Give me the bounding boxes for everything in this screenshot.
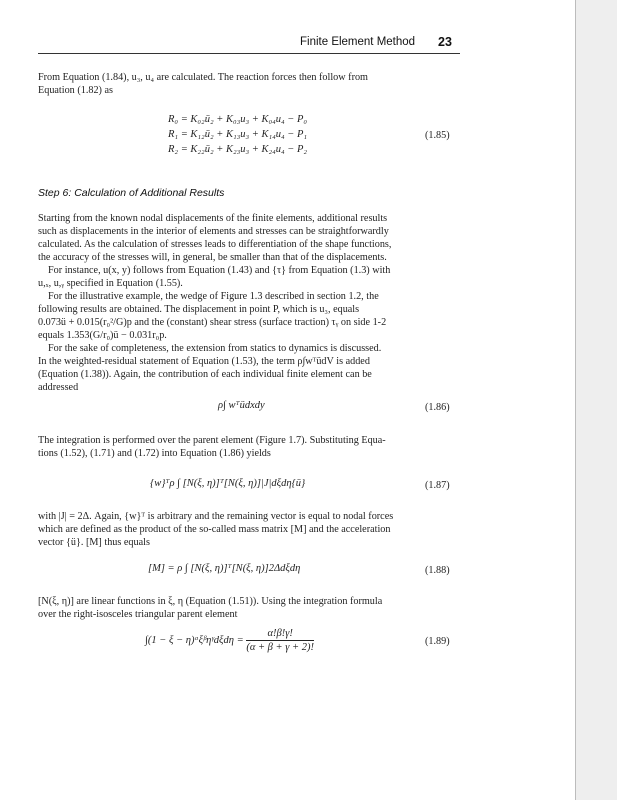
viewer-side-strip — [575, 0, 617, 800]
equation-1-89-fraction — [246, 628, 314, 653]
text-line: with |J| = 2Δ. Again, {w}ᵀ is arbitrary and the remaining vector is equal to nodal forces — [38, 511, 394, 522]
equation-1-87: {w}ᵀρ ∫ [N(ξ, η)]ᵀ[N(ξ, η)]|J|dξdη{ü} — [150, 478, 306, 489]
text-line: For the illustrative example, the wedge of Figure 1.3 described in section 1.2, the — [48, 291, 379, 302]
paragraph-linear-functions — [38, 595, 460, 621]
fraction-numerator: α!β!γ! — [246, 628, 314, 641]
equation-1-88: [M] = ρ ∫ [N(ξ, η)]ᵀ[N(ξ, η)]2Δdξdη — [148, 563, 301, 574]
header-rule — [38, 53, 460, 54]
equation-number-1-86: (1.86) — [425, 402, 450, 413]
text-line: The integration is performed over the parent element (Figure 1.7). Substituting Equa- — [38, 435, 386, 446]
text-line: For instance, u(x, y) follows from Equation (1.43) and {τ} from Equation (1.3) with — [48, 265, 391, 276]
paragraph-additional-results — [38, 212, 460, 394]
page-number: 23 — [438, 35, 452, 49]
running-header-title: Finite Element Method — [300, 36, 416, 48]
text-line: addressed — [38, 382, 79, 393]
text-line: following results are obtained. The displacement in point P, which is u₃, equals — [38, 304, 360, 315]
text-line: (Equation (1.38)). Again, the contribution of each individual finite element can be — [38, 369, 372, 380]
text-line: the accuracy of the stresses will, in general, be smaller than that of the displacements. — [38, 252, 387, 263]
text-line: calculated. As the calculation of stresses leads to differentiation of the shape functions, — [38, 239, 392, 250]
text-line: [N(ξ, η)] are linear functions in ξ, η (Equation (1.51)). Using the integration formula — [38, 596, 383, 607]
equation-1-85-line-2: R₁ = K₁₂ü₂ + K₁₃u₃ + K₁₄u₄ − P₁ — [168, 129, 308, 140]
equation-number-1-88: (1.88) — [425, 565, 450, 576]
text-line: tions (1.52), (1.71) and (1.72) into Equation (1.86) yields — [38, 448, 271, 459]
paragraph-mass-matrix — [38, 510, 460, 549]
paragraph-reaction-forces — [38, 71, 460, 97]
text-line: For the sake of completeness, the extension from statics to dynamics is discussed. — [48, 343, 382, 354]
equation-1-89-lhs: ∫(1 − ξ − η)ᵅξᵝηᵞdξdη = — [145, 635, 244, 646]
equation-number-1-89: (1.89) — [425, 636, 450, 647]
text-line: Starting from the known nodal displacements of the finite elements, additional results — [38, 213, 388, 224]
equation-1-86: ρ∫ wᵀüdxdy — [218, 400, 265, 411]
text-line: over the right-isosceles triangular parent element — [38, 609, 238, 620]
text-line: 0.073ü + 0.015(r₀²/G)p and the (constant) shear stress (surface traction) τᵧ on side 1-2 — [38, 317, 387, 328]
text-line: equals 1.353(G/r₀)ü − 0.031r₀p. — [38, 330, 167, 341]
text-line: Equation (1.82) as — [38, 85, 113, 96]
text-line: vector {ü}. [M] thus equals — [38, 537, 150, 548]
text-line: u,ₓ, u,ᵧ specified in Equation (1.55). — [38, 278, 183, 289]
text-line: such as displacements in the interior of elements and stresses can be straightforwardly — [38, 226, 389, 237]
equation-1-85-line-1: R₀ = K₀₂ü₂ + K₀₃u₃ + K₀₄u₄ − P₀ — [168, 114, 308, 125]
equation-number-1-85: (1.85) — [425, 130, 450, 141]
text-line: which are defined as the product of the so-called mass matrix [M] and the acceleration — [38, 524, 391, 535]
text-line: From Equation (1.84), u₃, u₄ are calculated. The reaction forces then follow from — [38, 72, 368, 83]
step-6-heading: Step 6: Calculation of Additional Results — [38, 187, 225, 199]
equation-1-89 — [145, 628, 314, 653]
equation-1-85-line-3: R₂ = K₂₂ü₂ + K₂₃u₃ + K₂₄u₄ − P₂ — [168, 144, 308, 155]
equation-number-1-87: (1.87) — [425, 480, 450, 491]
paragraph-integration — [38, 434, 460, 460]
text-line: In the weighted-residual statement of Equation (1.53), the term ρ∫wᵀüdV is added — [38, 356, 370, 367]
fraction-denominator: (α + β + γ + 2)! — [246, 642, 314, 653]
